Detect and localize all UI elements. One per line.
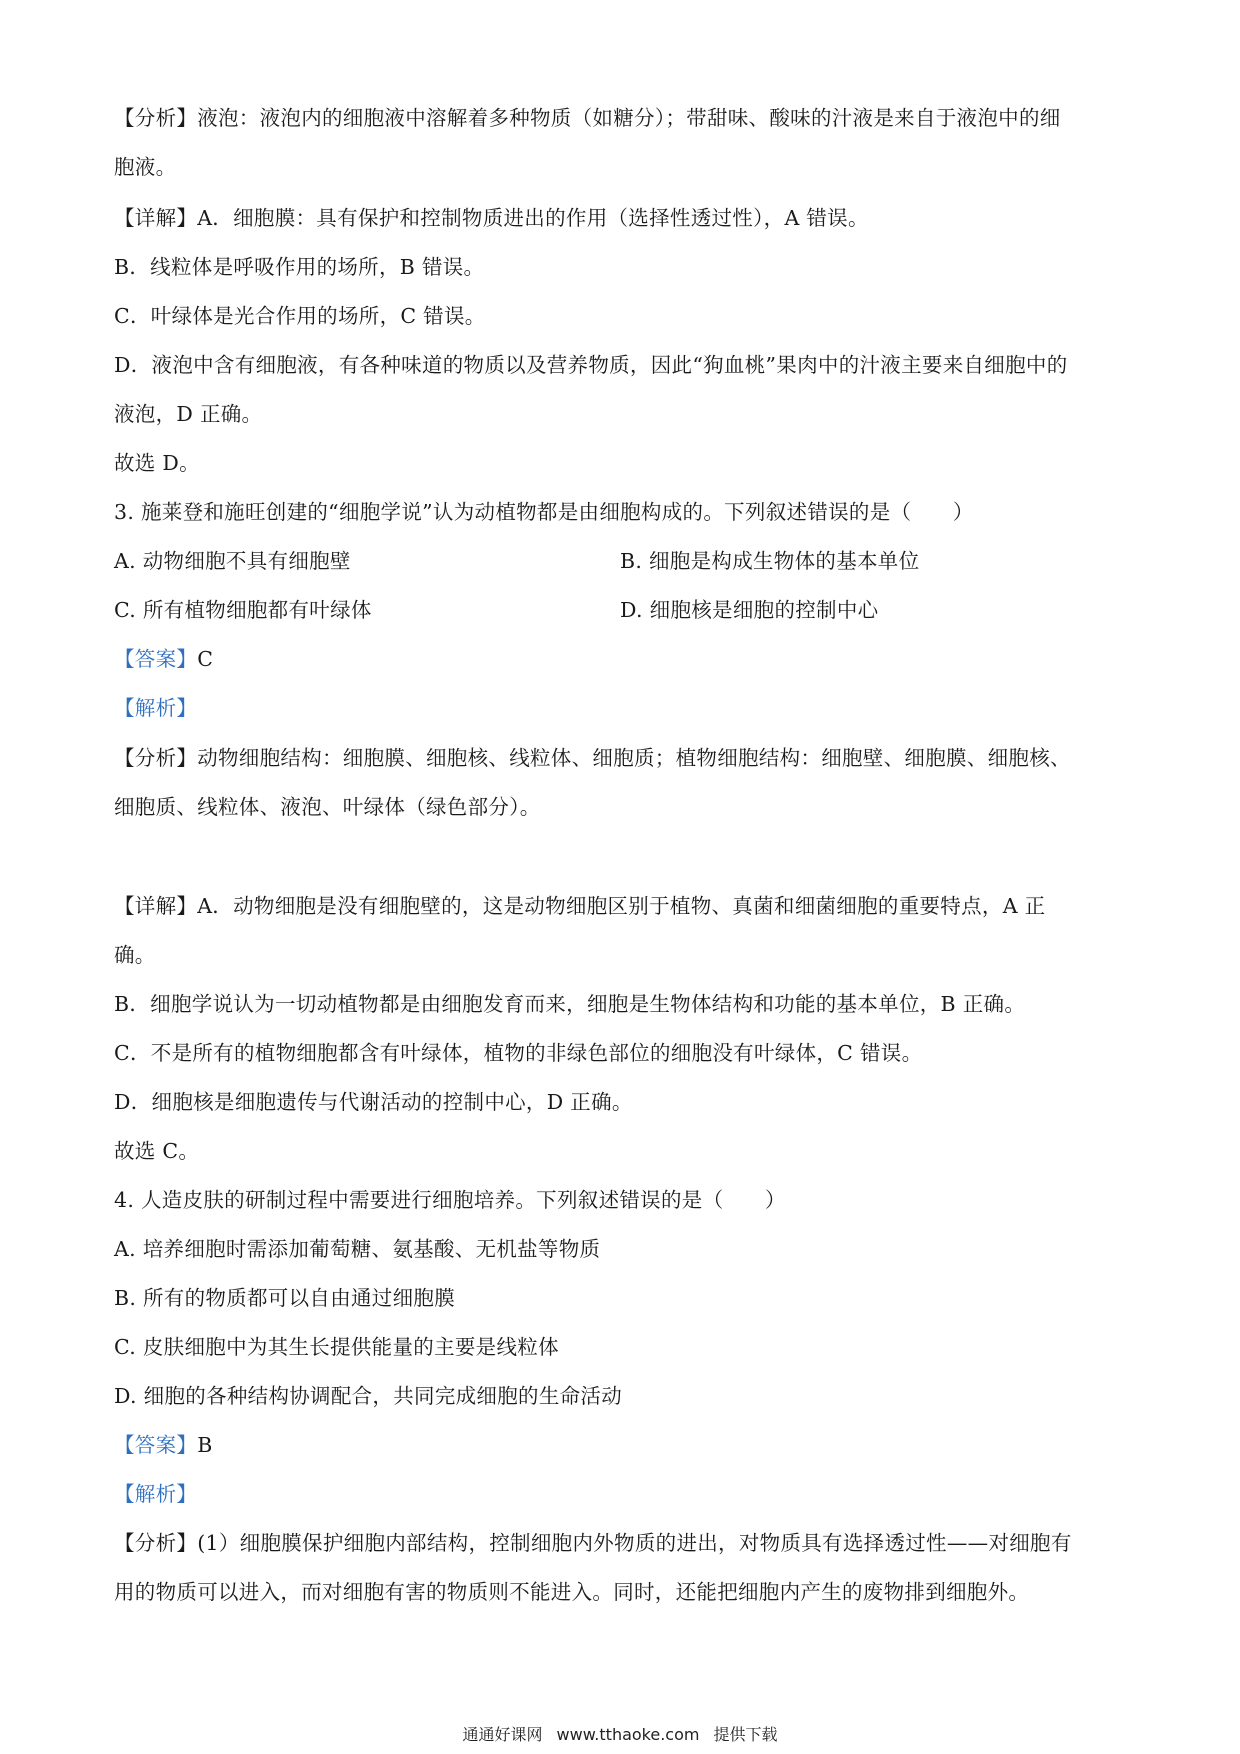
text-line: B．细胞学说认为一切动植物都是由细胞发育而来，细胞是生物体结构和功能的基本单位，B 正确。 xyxy=(114,992,1026,1016)
question-4-stem: 4. 人造皮肤的研制过程中需要进行细胞培养。下列叙述错误的是（ ） xyxy=(114,1188,786,1212)
text-line: D．细胞核是细胞遗传与代谢活动的控制中心，D 正确。 xyxy=(114,1090,633,1114)
text-line: C．不是所有的植物细胞都含有叶绿体，植物的非绿色部位的细胞没有叶绿体，C 错误。 xyxy=(114,1041,923,1065)
text-line: 故选 C。 xyxy=(114,1139,200,1163)
question-4-option-c: C. 皮肤细胞中为其生长提供能量的主要是线粒体 xyxy=(114,1335,559,1359)
text-line: 【分析】(1）细胞膜保护细胞内部结构，控制细胞内外物质的进出，对物质具有选择透过性——对细胞有 xyxy=(114,1531,1072,1555)
text-line: 细胞质、线粒体、液泡、叶绿体（绿色部分）。 xyxy=(114,795,541,819)
question-4-option-b: B. 所有的物质都可以自由通过细胞膜 xyxy=(114,1286,455,1310)
question-3-option-d: D. 细胞核是细胞的控制中心 xyxy=(620,598,879,622)
text-line: 【详解】A．动物细胞是没有细胞壁的，这是动物细胞区别于植物、真菌和细菌细胞的重要特点，A 正 xyxy=(114,894,1046,918)
question-3-jiexi-tag: 【解析】 xyxy=(114,696,198,720)
question-3-option-a: A. 动物细胞不具有细胞壁 xyxy=(114,549,351,573)
footer-provide-text: 提供下载 xyxy=(713,1725,778,1744)
text-line: 【分析】液泡：液泡内的细胞液中溶解着多种物质（如糖分）；带甜味、酸味的汁液是来自于液泡中的细 xyxy=(114,106,1061,130)
text-line: B．线粒体是呼吸作用的场所，B 错误。 xyxy=(114,255,485,279)
text-line: 确。 xyxy=(114,943,156,967)
answer-tag: 【答案】 xyxy=(114,1433,198,1457)
answer-value: B xyxy=(197,1433,213,1457)
footer-site-name: 通通好课网 xyxy=(462,1725,543,1744)
text-line: C．叶绿体是光合作用的场所，C 错误。 xyxy=(114,304,486,328)
question-3-answer xyxy=(114,644,213,674)
text-line: 故选 D。 xyxy=(114,451,200,475)
text-line: 【详解】A．细胞膜：具有保护和控制物质进出的作用（选择性透过性），A 错误。 xyxy=(114,206,869,230)
question-4-answer xyxy=(114,1430,213,1460)
text-line: 液泡，D 正确。 xyxy=(114,402,263,426)
text-line: 【分析】动物细胞结构：细胞膜、细胞核、线粒体、细胞质；植物细胞结构：细胞壁、细胞膜、细胞核、 xyxy=(114,746,1071,770)
footer-url[interactable]: www.tthaoke.com xyxy=(556,1725,700,1744)
answer-tag: 【答案】 xyxy=(114,647,198,671)
question-4-option-d: D. 细胞的各种结构协调配合，共同完成细胞的生命活动 xyxy=(114,1384,623,1408)
text-line: 用的物质可以进入，而对细胞有害的物质则不能进入。同时，还能把细胞内产生的废物排到细胞外。 xyxy=(114,1580,1030,1604)
answer-value: C xyxy=(197,647,214,671)
question-3-option-c: C. 所有植物细胞都有叶绿体 xyxy=(114,598,372,622)
question-3-stem: 3. 施莱登和施旺创建的“细胞学说”认为动植物都是由细胞构成的。下列叙述错误的是（ ） xyxy=(114,500,974,524)
text-line: 胞液。 xyxy=(114,155,177,179)
text-line: D．液泡中含有细胞液，有各种味道的物质以及营养物质，因此“狗血桃”果肉中的汁液主要来自细胞中的 xyxy=(114,353,1068,377)
page-footer xyxy=(0,1722,1240,1745)
question-4-jiexi-tag: 【解析】 xyxy=(114,1482,198,1506)
question-3-option-b: B. 细胞是构成生物体的基本单位 xyxy=(620,549,920,573)
question-4-option-a: A. 培养细胞时需添加葡萄糖、氨基酸、无机盐等物质 xyxy=(114,1237,601,1261)
